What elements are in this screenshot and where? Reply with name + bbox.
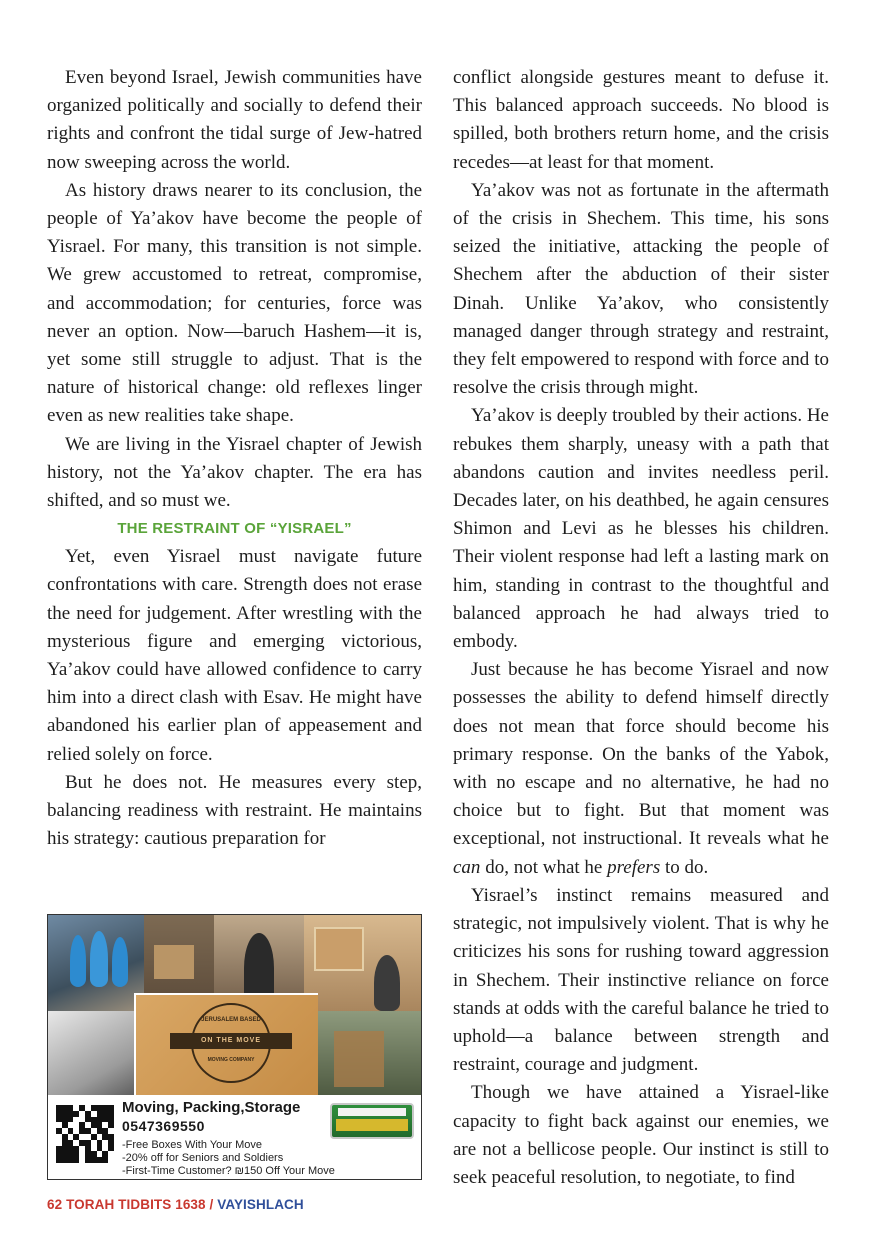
paragraph: Though we have attained a Yisrael-like capacity to fight back against our enemies, we are not a bellicose people. Our instinct is still to seek peaceful resolution, to negotiate, to find	[453, 1082, 829, 1188]
footer-publication: 62 TORAH TIDBITS 1638	[47, 1197, 206, 1212]
paragraph: Yisrael’s instinct remains measured and strategic, not impulsively violent. That is why he criticizes his sons for rushing toward aggression in Shechem. Their instinctive reliance on force stands at odds with the careful balance he tried to uphold—a balance between strength and restraint, courage and judgment.	[453, 884, 829, 1076]
ad-offer-line: -Free Boxes With Your Move	[122, 1139, 263, 1151]
right-column	[453, 64, 829, 1192]
ad-info-panel	[48, 1095, 421, 1179]
ad-offer-line: -First-Time Customer? ₪150 Off Your Move	[122, 1165, 335, 1177]
section-heading: THE RESTRAINT OF “YISRAEL”	[117, 520, 352, 538]
paragraph: Ya’akov was not as fortunate in the aftermath of the crisis in Shechem. This time, his sons seized the initiative, attacking the people of Shechem after the abduction of their sister Dinah. Unlike Ya’akov, who consistently managed danger through strategy and restraint, they felt empowered to respond with force and to resolve the crisis through might.	[453, 179, 829, 399]
paragraph: Yet, even Yisrael must navigate future confrontations with care. Strength does not erase the need for judgement. After wrestling with the mysterious figure and emerging victorious, Ya’akov could have allowed confidence to carry him into a direct clash with Esav. He might have abandoned his earlier plan of appeasement and relied solely on force.	[47, 546, 422, 765]
footer-parsha: VAYISHLACH	[217, 1197, 304, 1212]
text-run: Just because he has become Yisrael and now possesses the ability to defend himself directly does not mean that force should become his primary response. On the banks of the Yabok, with no escape and no alternative, he had no choice but to fight. But that moment was exceptional, not instructional. It reveals what he	[453, 659, 829, 850]
qr-code-icon	[56, 1105, 114, 1163]
paragraph-continued: conflict alongside gestures meant to defuse it. This balanced approach succeeds. No blood is spilled, both brothers return home, and the crisis recedes—at least for that moment.	[453, 67, 829, 173]
paragraph	[453, 656, 829, 882]
ad-phone-number: 0547369550	[122, 1118, 205, 1134]
page-footer	[47, 1197, 304, 1212]
ad-photo-shrink-wrap	[316, 1011, 421, 1095]
footer-separator: /	[209, 1197, 214, 1212]
logo-bottom-text: MOVING COMPANY	[207, 1057, 255, 1063]
ad-road-sign-image	[330, 1103, 414, 1139]
paragraph: We are living in the Yisrael chapter of Jewish history, not the Ya’akov chapter. The era has shifted, and so must we.	[47, 433, 422, 512]
paragraph: As history draws nearer to its conclusion, the people of Ya’akov have become the people of Yisrael. For many, this transition is not simple. We grew accustomed to retreat, compromise, and accommodation; for centuries, force was never an option. Now—baruch Hashem—it is, yet some still struggle to adjust. That is the nature of historical change: old reflexes linger even as new realities take shape.	[47, 179, 422, 427]
ad-photo-wrapped-furniture	[48, 1011, 134, 1095]
logo-banner: ON THE MOVE	[170, 1033, 292, 1049]
emphasis: can	[453, 856, 481, 878]
logo-top-text: JERUSALEM BASED	[201, 1017, 261, 1023]
ad-offer-line: -20% off for Seniors and Soldiers	[122, 1152, 284, 1164]
moving-company-advertisement	[47, 914, 422, 1180]
paragraph: Even beyond Israel, Jewish communities have organized politically and socially to defend their rights and confront the tidal surge of Jew-hatred now sweeping across the world.	[47, 67, 422, 173]
ad-photo-movers	[48, 915, 144, 1011]
emphasis: prefers	[607, 856, 661, 878]
company-logo	[134, 993, 318, 1097]
paragraph: But he does not. He measures every step, balancing readiness with restraint. He maintains his strategy: cautious preparation for	[47, 771, 422, 850]
ad-title: Moving, Packing,Storage	[122, 1099, 301, 1116]
paragraph: Ya’akov is deeply troubled by their actions. He rebukes them sharply, uneasy with a path that abandons caution and invites needless peril. Decades later, on his deathbed, he again censures Shimon and Levi as he blesses his children. Their violent response had left a lasting mark on him, standing in contrast to the thoughtful and balanced approach he had always tried to embody.	[453, 405, 829, 653]
text-run: to do.	[660, 856, 709, 878]
ad-photo-kitchen	[304, 915, 421, 1011]
left-column	[47, 64, 422, 853]
text-run: do, not what he	[480, 856, 608, 878]
